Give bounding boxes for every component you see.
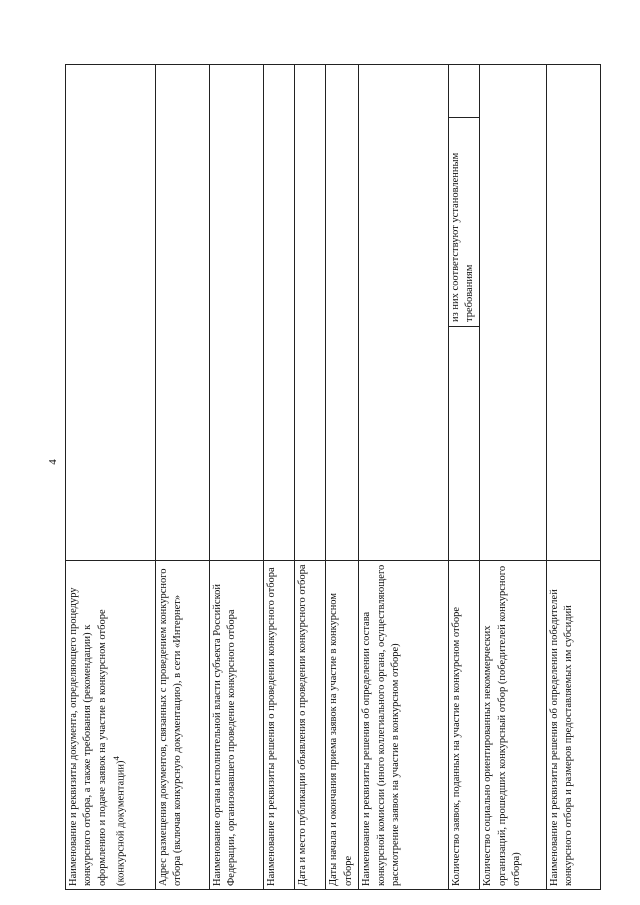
row-value	[326, 65, 359, 561]
footnote-mark: 4	[111, 756, 122, 761]
table-row	[209, 65, 263, 890]
row-value	[448, 65, 479, 561]
table-row	[448, 65, 479, 890]
row-label: Наименование и реквизиты документа, определяющего процедуру конкурсного отбора, а также требования (рекомендации) к оформлению и подаче заявок на участие в конкурсном отборе (конкурсной документации)$^4$	[66, 561, 156, 890]
row-label: Наименование и реквизиты решения об определении победителей конкурсного отбора и размеров предоставляемых им субсидий	[546, 561, 600, 890]
table-row	[263, 65, 294, 890]
row-value	[66, 65, 156, 561]
row-label: Наименование и реквизиты решения о проведении конкурсного отбора	[263, 561, 294, 890]
row-value	[480, 65, 547, 561]
row-value	[294, 65, 325, 561]
table-row	[294, 65, 325, 890]
row-value	[359, 65, 449, 561]
table-row	[66, 65, 156, 890]
row-label: Количество социально ориентированных некоммерческих организаций, прошедших конкурсный отбор (победителей конкурсного отбора)	[480, 561, 547, 890]
row-value	[263, 65, 294, 561]
row-label: Дата и место публикации объявления о проведении конкурсного отбора	[294, 561, 325, 890]
row-label: Даты начала и окончания приема заявок на участие в конкурсном отборе	[326, 561, 359, 890]
table-row	[359, 65, 449, 890]
table-row	[326, 65, 359, 890]
row-label: Количество заявок, поданных на участие в конкурсном отборе	[448, 561, 479, 890]
row-label: Наименование и реквизиты решения об определении состава конкурсной комиссии (иного коллегиального органа, осуществляющего рассмотрение заявок на участие в конкурсном отборе)	[359, 561, 449, 890]
sub-label-matching: из них соответствуют установленным требованиям	[448, 117, 480, 327]
page-number: 4	[47, 459, 59, 465]
row-label: Наименование органа исполнительной власти субъекта Российской Федерации, организовавшего проведение конкурсного отбора	[209, 561, 263, 890]
report-table	[65, 64, 601, 890]
row-value	[155, 65, 209, 561]
table-row	[480, 65, 547, 890]
row-label: Адрес размещения документов, связанных с проведением конкурсного отбора (включая конкурсную документацию), в сети «Интернет»	[155, 561, 209, 890]
row-value	[209, 65, 263, 561]
table-row	[546, 65, 600, 890]
report-table-rotated	[65, 64, 601, 890]
row-value	[546, 65, 600, 561]
table-row	[155, 65, 209, 890]
